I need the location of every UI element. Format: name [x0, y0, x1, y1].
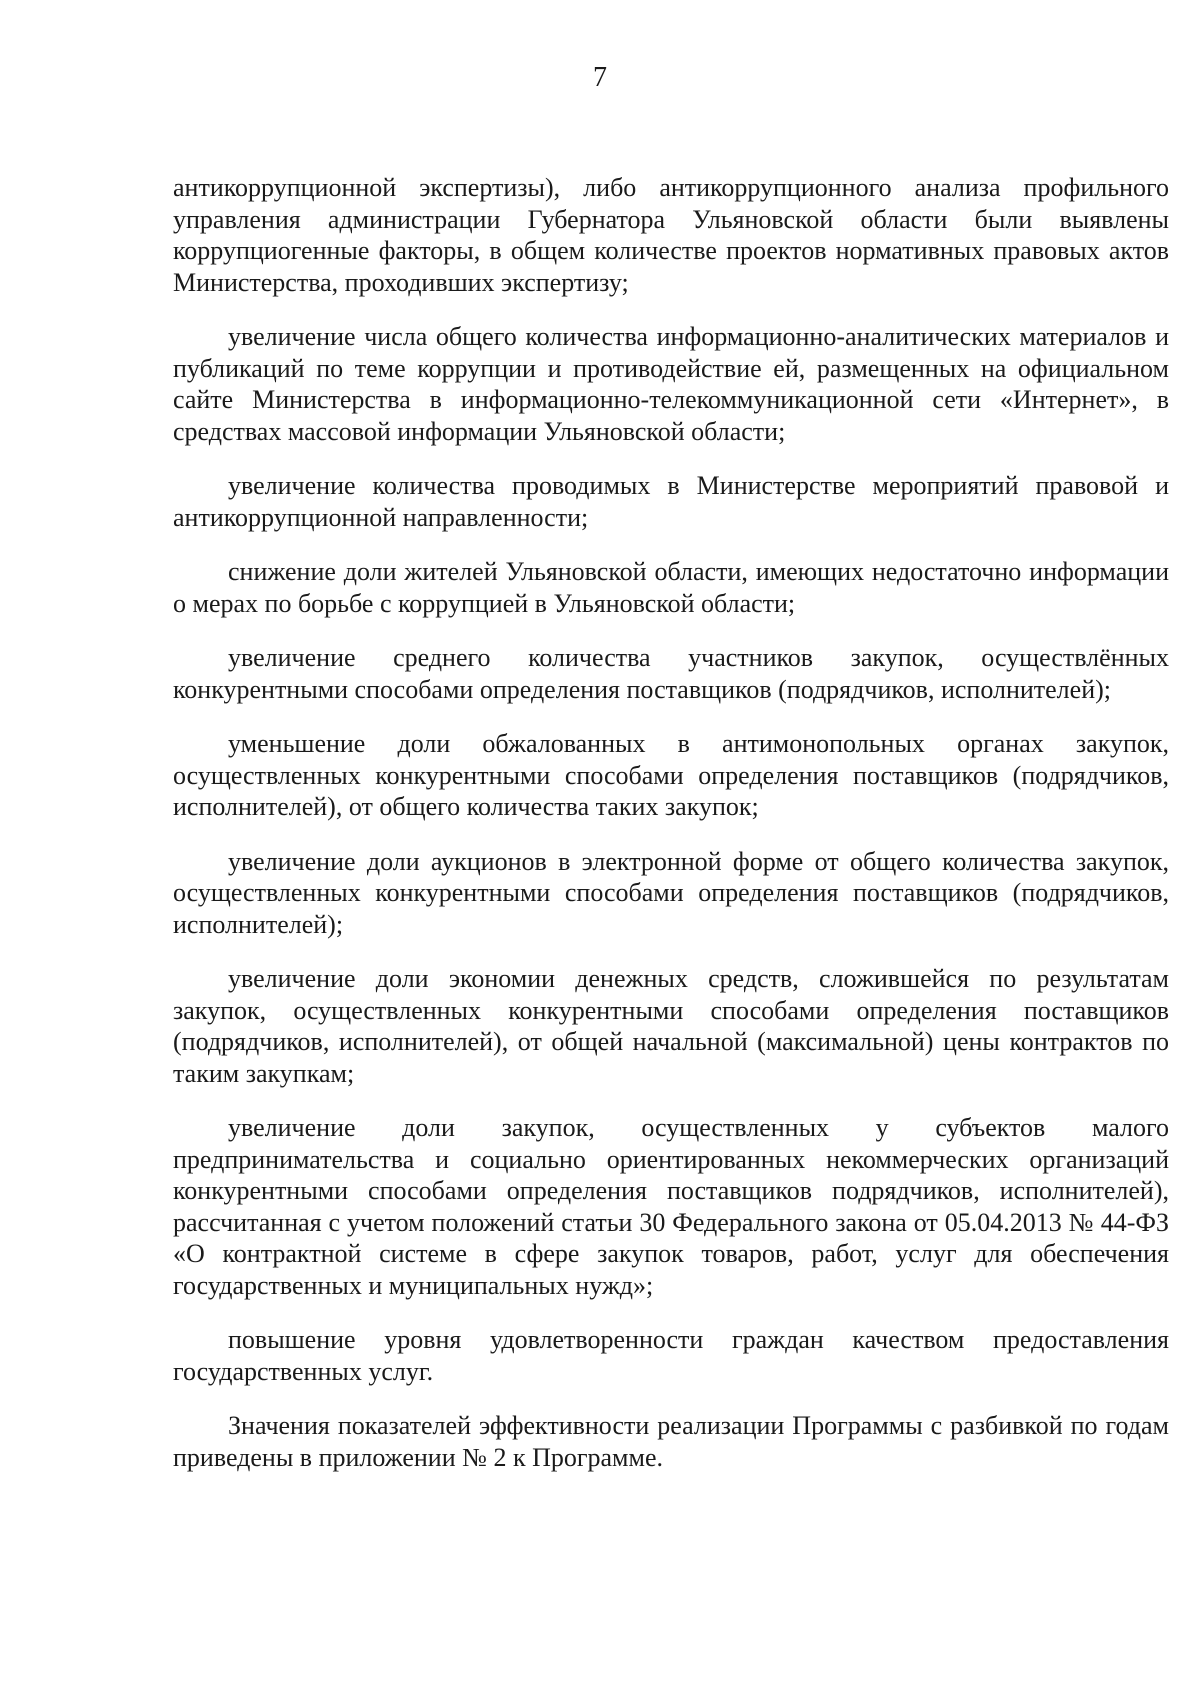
- paragraph-procurement-participants: увеличение среднего количества участников закупок, осуществлённых конкурентными способами определения поставщиков (подрядчиков, исполнителей);: [173, 643, 1169, 704]
- paragraph-electronic-auctions: увеличение доли аукционов в электронной форме от общего количества закупок, осуществленных конкурентными способами определения поставщиков (подрядчиков, исполнителей);: [173, 846, 1169, 939]
- page-number: 7: [593, 62, 607, 93]
- paragraph-small-business-share: увеличение доли закупок, осуществленных у субъектов малого предпринимательства и социально ориентированных некоммерческих организаций конкурентными способами определения поставщиков подрядчиков, исполнителей), рассчитанная с учетом положений статьи 30 Федерального закона от 05.04.2013 № 44-ФЗ «О контрактной системе в сфере закупок товаров, работ, услуг для обеспечения государственных и муниципальных нужд»;: [173, 1113, 1169, 1300]
- paragraph-indicator-values: Значения показателей эффективности реализации Программы с разбивкой по годам приведены в приложении № 2 к Программе.: [173, 1411, 1169, 1472]
- paragraph-savings-share: увеличение доли экономии денежных средств, сложившейся по результатам закупок, осуществленных конкурентными способами определения поставщиков (подрядчиков, исполнителей), от общей начальной (максимальной) цены контрактов по таким закупкам;: [173, 964, 1169, 1088]
- paragraph-residents-share: снижение доли жителей Ульяновской области, имеющих недостаточно информации о мерах по борьбе с коррупцией в Ульяновской области;: [173, 557, 1169, 618]
- document-body: [173, 172, 1169, 1496]
- paragraph-satisfaction-level: повышение уровня удовлетворенности граждан качеством предоставления государственных услуг.: [173, 1325, 1169, 1386]
- paragraph-appealed-procurements: уменьшение доли обжалованных в антимонопольных органах закупок, осуществленных конкурентными способами определения поставщиков (подрядчиков, исполнителей), от общего количества таких закупок;: [173, 729, 1169, 821]
- paragraph-legal-events: увеличение количества проводимых в Министерстве мероприятий правовой и антикоррупционной направленности;: [173, 471, 1169, 532]
- paragraph-info-materials: увеличение числа общего количества информационно-аналитических материалов и публикаций по теме коррупции и противодействие ей, размещенных на официальном сайте Министерства в информационно-телекоммуникационной сети «Интернет», в средствах массовой информации Ульяновской области;: [173, 322, 1169, 446]
- paragraph-continuation: антикоррупционной экспертизы), либо антикоррупционного анализа профильного управления администрации Губернатора Ульяновской области были выявлены коррупциогенные факторы, в общем количестве проектов нормативных правовых актов Министерства, проходивших экспертизу;: [173, 173, 1169, 297]
